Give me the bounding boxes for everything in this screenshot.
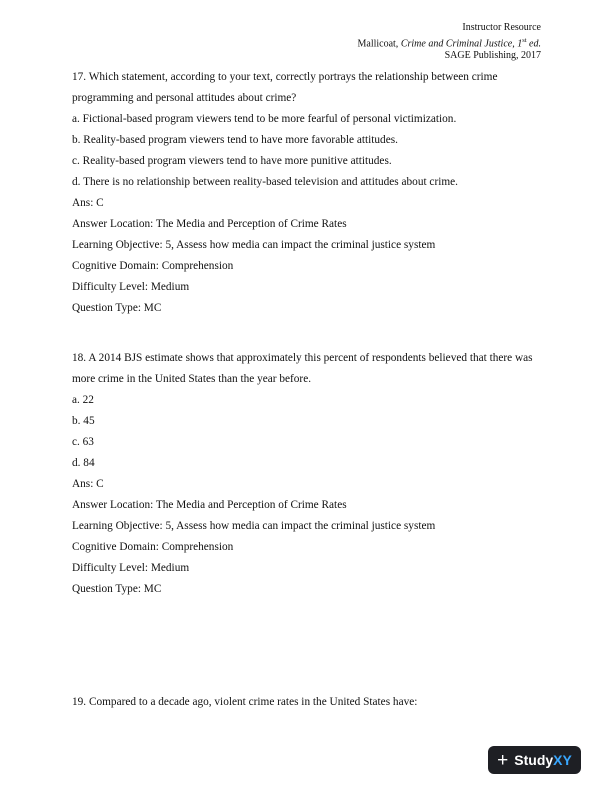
answer: Ans: C [72, 197, 104, 209]
question-18 [72, 348, 540, 600]
brand-xy: XY [553, 752, 572, 768]
header-book-title: Crime and Criminal Justice, 1 [400, 37, 523, 49]
question-stem: 19. Compared to a decade ago, violent crime rates in the United States have: [72, 696, 418, 708]
cognitive-domain: Cognitive Domain: Comprehension [72, 260, 234, 272]
question-type: Question Type: MC [72, 583, 162, 595]
option-b: b. Reality-based program viewers tend to have more favorable attitudes. [72, 134, 398, 146]
header-publisher: SAGE Publishing, 2017 [444, 50, 541, 62]
header-resource-label: Instructor Resource [462, 22, 541, 33]
header-author: Mallicoat, [357, 37, 401, 49]
learning-objective: Learning Objective: 5, Assess how media can impact the criminal justice system [72, 239, 436, 251]
question-stem: 18. A 2014 BJS estimate shows that approximately this percent of respondents believed that there was more crime in the United States than the year before. [72, 352, 533, 385]
studyxy-badge[interactable] [488, 746, 581, 774]
difficulty-level: Difficulty Level: Medium [72, 562, 190, 574]
option-a: a. Fictional-based program viewers tend to be more fearful of personal victimization. [72, 113, 457, 125]
brand-study: Study [514, 752, 554, 768]
answer-location: Answer Location: The Media and Perception of Crime Rates [72, 499, 347, 511]
answer-location: Answer Location: The Media and Perception of Crime Rates [72, 218, 347, 230]
header-edition-sup: st [522, 36, 527, 44]
answer: Ans: C [72, 478, 104, 490]
question-17 [72, 67, 540, 319]
question-stem: 17. Which statement, according to your text, correctly portrays the relationship between crime programming and personal attitudes about crime? [72, 71, 498, 104]
option-c: c. 63 [72, 436, 94, 448]
question-type: Question Type: MC [72, 302, 162, 314]
option-d: d. 84 [72, 457, 95, 469]
option-b: b. 45 [72, 415, 95, 427]
difficulty-level: Difficulty Level: Medium [72, 281, 190, 293]
plus-icon: + [497, 749, 509, 771]
header-citation [357, 35, 541, 51]
option-a: a. 22 [72, 394, 94, 406]
option-d: d. There is no relationship between reality-based television and attitudes about crime. [72, 176, 458, 188]
cognitive-domain: Cognitive Domain: Comprehension [72, 541, 234, 553]
option-c: c. Reality-based program viewers tend to have more punitive attitudes. [72, 155, 392, 167]
learning-objective: Learning Objective: 5, Assess how media can impact the criminal justice system [72, 520, 436, 532]
question-19 [72, 692, 540, 713]
page-header [357, 22, 541, 63]
header-edition-suffix: ed. [526, 37, 541, 49]
